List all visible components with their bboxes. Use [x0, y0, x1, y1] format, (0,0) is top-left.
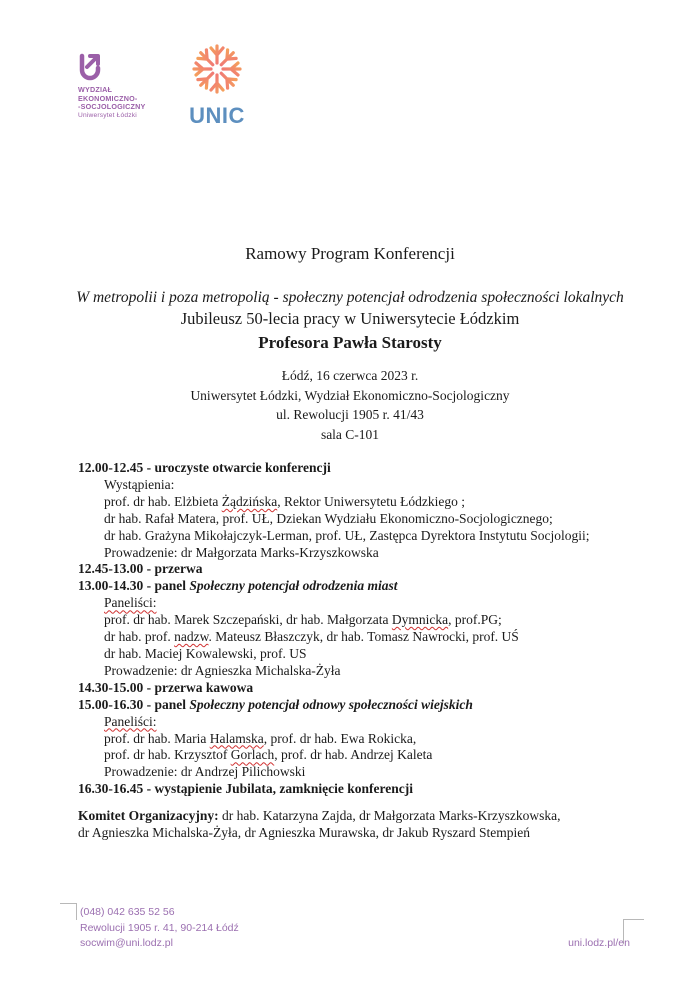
footer-phone: (048) 042 635 52 56: [80, 906, 175, 918]
session-panel-rural-time: 15.00-16.30 - panel Społeczny potencjał odnowy społeczności wiejskich: [78, 696, 473, 712]
organizing-committee: Komitet Organizacyjny: dr hab. Katarzyna Zajda, dr Małgorzata Marks-Krzyszkowska, dr Agnieszka Michalska-Żyła, dr Agnieszka Murawska, dr Jakub Ryszard Stempień: [78, 808, 561, 840]
panelists-label: Paneliści:: [104, 713, 157, 729]
panelist-line: dr hab. Maciej Kowalewski, prof. US: [104, 645, 307, 661]
break-line: 12.45-13.00 - przerwa: [78, 561, 203, 577]
session-host: Prowadzenie: dr Agnieszka Michalska-Żyła: [104, 662, 341, 678]
session-panel-cities-time: 13.00-14.30 - panel Społeczny potencjał odrodzenia miast: [78, 578, 398, 594]
jubilee-line: Jubileusz 50-lecia pracy w Uniwersytecie Łódzkim: [180, 309, 520, 328]
break-line: 14.30-15.00 - przerwa kawowa: [78, 679, 254, 695]
speaker-line: dr hab. Rafał Matera, prof. UŁ, Dziekan Wydziału Ekonomiczno-Socjologicznego;: [104, 510, 553, 526]
committee-label: Komitet Organizacyjny:: [78, 808, 219, 823]
footer-contact: [80, 905, 239, 952]
session-opening-label: Wystąpienia:: [104, 476, 175, 492]
unic-star-icon: [190, 42, 244, 96]
program-schedule: [78, 460, 668, 798]
panelist-line: prof. dr hab. Krzysztof Gorlach, prof. dr hab. Andrzej Kaleta: [104, 747, 433, 763]
speaker-line: dr hab. Grażyna Mikołajczyk-Lerman, prof. UŁ, Zastępca Dyrektora Instytutu Socjologii;: [104, 527, 590, 543]
panelist-line: prof. dr hab. Marek Szczepański, dr hab. Małgorzata Dymnicka, prof.PG;: [104, 612, 502, 628]
speaker-line: prof. dr hab. Elżbieta Żądzińska, Rektor Uniwersytetu Łódzkiego ;: [104, 493, 466, 509]
conference-date: Łódź, 16 czerwca 2023 r.: [281, 368, 419, 383]
panelist-line: prof. dr hab. Maria Halamska, prof. dr hab. Ewa Rokicka,: [104, 730, 417, 746]
footer-website[interactable]: uni.lodz.pl/en: [568, 937, 630, 949]
footer-email[interactable]: socwim@uni.lodz.pl: [80, 937, 173, 949]
faculty-logo-text: WYDZIAŁ EKONOMICZNO- -SOCJOLOGICZNY Uniwersytet Łódzki: [78, 85, 146, 119]
conference-info: [0, 366, 700, 444]
session-host: Prowadzenie: dr Małgorzata Marks-Krzyszkowska: [104, 544, 379, 560]
faculty-logo: [78, 52, 168, 120]
footer-address: Rewolucji 1905 r. 41, 90-214 Łódź: [80, 921, 239, 934]
program-title: Ramowy Program Konferencji: [245, 244, 455, 263]
session-opening-time: 12.00-12.45 - uroczyste otwarcie konferencji: [78, 460, 331, 475]
unic-logo: [188, 42, 246, 129]
session-host: Prowadzenie: dr Andrzej Pilichowski: [104, 764, 306, 780]
footer-corner-left: [60, 903, 77, 920]
unic-wordmark: UNIC: [189, 103, 245, 128]
professor-name: Profesora Pawła Starosty: [258, 333, 442, 352]
conference-address: ul. Rewolucji 1905 r. 41/43: [276, 407, 424, 422]
closing-line: 16.30-16.45 - wystąpienie Jubilata, zamknięcie konferencji: [78, 781, 413, 797]
conference-venue: Uniwersytet Łódzki, Wydział Ekonomiczno-Socjologiczny: [190, 387, 510, 403]
conference-subtitle: W metropolii i poza metropolią - społeczny potencjał odrodzenia społeczności lokalnych: [76, 289, 624, 306]
faculty-logo-icon: [78, 52, 102, 82]
panelist-line: dr hab. prof. nadzw. Mateusz Błaszczyk, dr hab. Tomasz Nawrocki, prof. UŚ: [104, 629, 519, 645]
conference-room: sala C-101: [320, 426, 380, 442]
panelists-label: Paneliści:: [104, 595, 157, 611]
